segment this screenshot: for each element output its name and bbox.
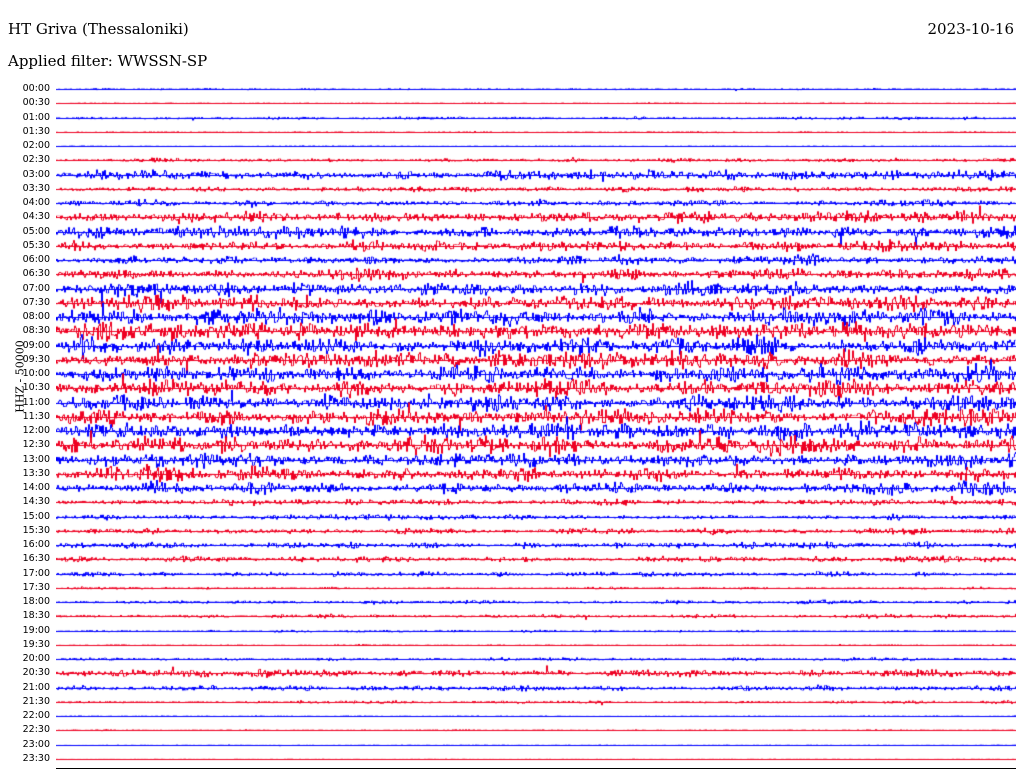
time-tick-label: 20:00 <box>22 653 50 665</box>
time-tick-label: 11:00 <box>22 397 50 409</box>
time-tick-label: 16:30 <box>22 553 50 565</box>
time-tick-label: 09:00 <box>22 340 50 352</box>
time-tick-label: 05:30 <box>22 240 50 252</box>
time-tick-label: 03:00 <box>22 169 50 181</box>
time-tick-label: 21:00 <box>22 682 50 694</box>
time-tick-label: 20:30 <box>22 667 50 679</box>
time-tick-label: 10:30 <box>22 382 50 394</box>
station-title: HT Griva (Thessaloniki) <box>8 20 189 38</box>
time-tick-label: 07:30 <box>22 297 50 309</box>
time-tick-label: 15:00 <box>22 511 50 523</box>
time-tick-label: 23:00 <box>22 739 50 751</box>
y-axis-label-text: HHZ - 50000 <box>13 340 27 413</box>
time-tick-label: 19:00 <box>22 625 50 637</box>
trace-row <box>56 744 1016 774</box>
time-tick-label: 05:00 <box>22 226 50 238</box>
time-tick-label: 22:00 <box>22 710 50 722</box>
time-tick-label: 10:00 <box>22 368 50 380</box>
time-tick-label: 16:00 <box>22 539 50 551</box>
time-tick-label: 19:30 <box>22 639 50 651</box>
time-tick-label: 17:30 <box>22 582 50 594</box>
time-tick-label: 22:30 <box>22 724 50 736</box>
time-tick-label: 09:30 <box>22 354 50 366</box>
time-tick-label: 08:30 <box>22 325 50 337</box>
time-tick-label: 00:30 <box>22 97 50 109</box>
time-tick-label: 11:30 <box>22 411 50 423</box>
time-tick-label: 18:00 <box>22 596 50 608</box>
time-tick-label: 08:00 <box>22 311 50 323</box>
time-tick-label: 14:00 <box>22 482 50 494</box>
time-tick-label: 14:30 <box>22 496 50 508</box>
time-tick-label: 02:30 <box>22 154 50 166</box>
time-tick-label: 12:00 <box>22 425 50 437</box>
time-tick-label: 13:00 <box>22 454 50 466</box>
time-tick-label: 07:00 <box>22 283 50 295</box>
time-tick-label: 23:30 <box>22 753 50 765</box>
time-tick-label: 15:30 <box>22 525 50 537</box>
time-tick-label: 18:30 <box>22 610 50 622</box>
time-tick-label: 03:30 <box>22 183 50 195</box>
time-axis <box>0 82 52 766</box>
time-tick-label: 01:30 <box>22 126 50 138</box>
time-tick-label: 06:00 <box>22 254 50 266</box>
time-tick-label: 02:00 <box>22 140 50 152</box>
time-tick-label: 00:00 <box>22 83 50 95</box>
time-tick-label: 17:00 <box>22 568 50 580</box>
plot-bottom-axis <box>56 768 1016 769</box>
time-tick-label: 12:30 <box>22 439 50 451</box>
time-tick-label: 04:30 <box>22 211 50 223</box>
date-label: 2023-10-16 <box>927 20 1014 38</box>
time-tick-label: 13:30 <box>22 468 50 480</box>
filter-label: Applied filter: WWSSN-SP <box>8 52 208 70</box>
time-tick-label: 04:00 <box>22 197 50 209</box>
time-tick-label: 01:00 <box>22 112 50 124</box>
seismogram-plot <box>56 82 1016 766</box>
time-tick-label: 06:30 <box>22 268 50 280</box>
time-tick-label: 21:30 <box>22 696 50 708</box>
